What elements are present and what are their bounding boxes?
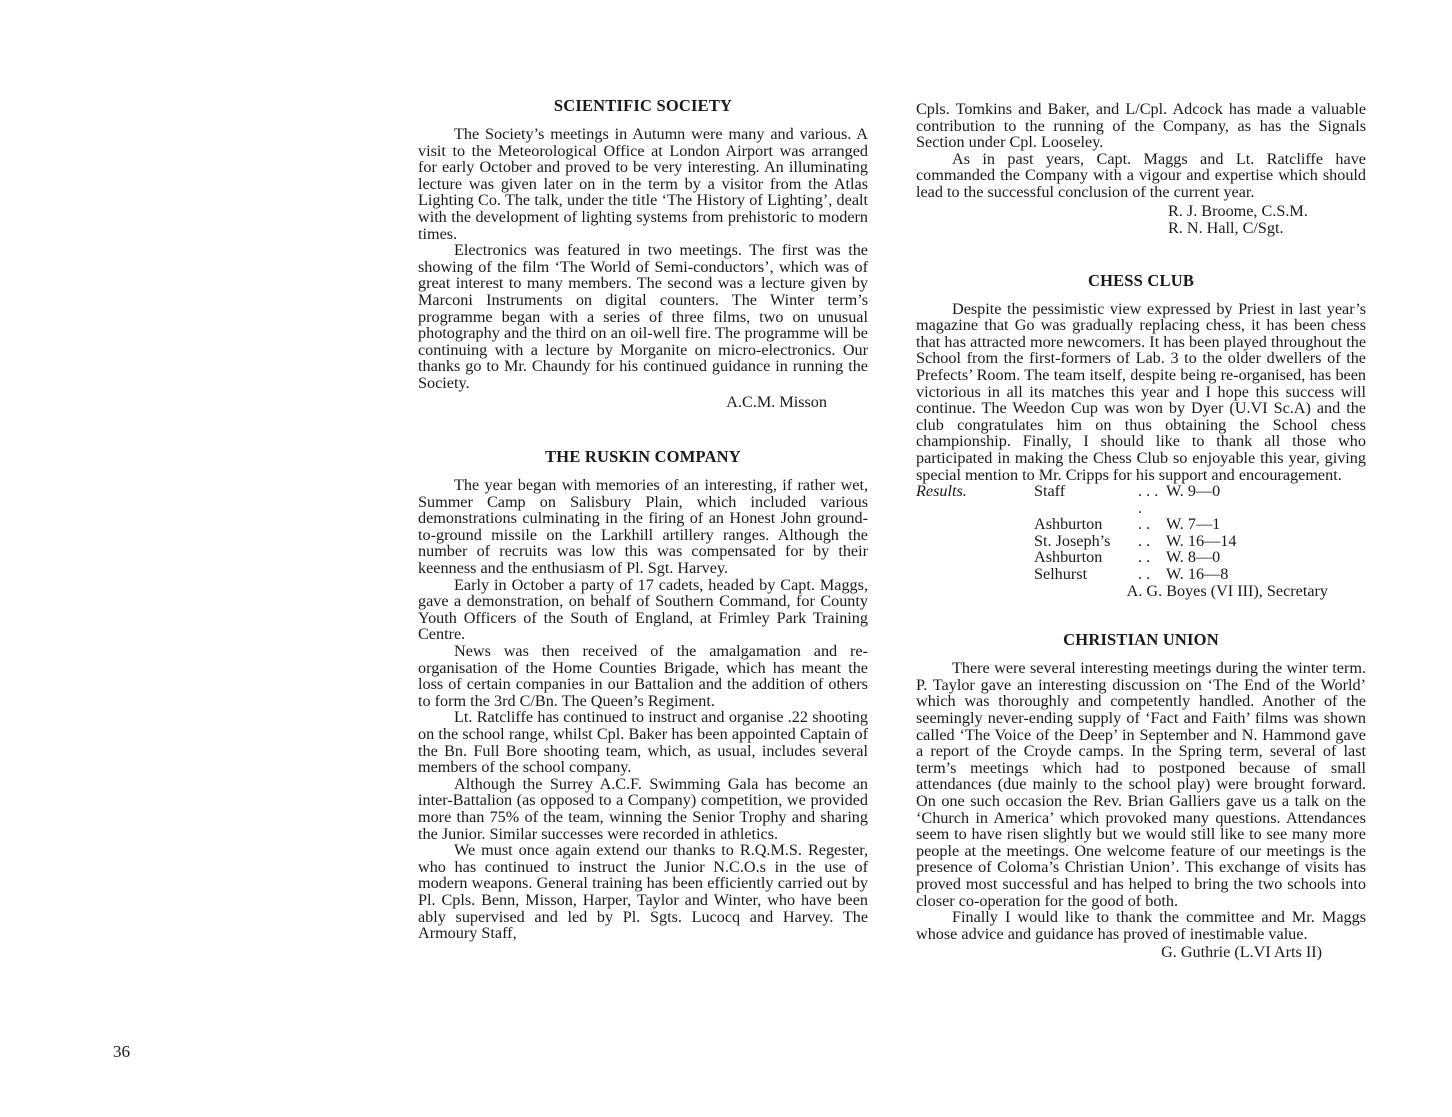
section-title: SCIENTIFIC SOCIETY — [553, 96, 733, 115]
result-opponent: Selhurst — [1034, 565, 1088, 584]
paragraph: There were several interesting meetings during the winter term. P. Taylor gave an interesting discussion on ‘The End of the World’ which was thoroughly and competently handled. Another of the seemingly never-ending supply of ‘Fact and Faith’ films was shown called ‘The Voice of the Deep’ in September and N. Hammond gave a report of the Croyde camps. In the Spring term, several of last term’s meetings which had to postponed because of small attendances (due mainly to the school play) were brought forward. On one such occasion the Rev. Brian Galliers gave us a talk on the ‘Church in America’ which provoked many questions. Attendances seem to have risen slightly but we would still like to see many more people at the meetings. One welcome feature of our meetings is the presence of Coloma’s Christian Union’. This exchange of visits has proved most successful and has helped to bring the two schools into closer co-operation for the good of both. — [916, 659, 1366, 910]
result-score: W. 9—0 — [1166, 482, 1221, 501]
result-score: W. 7—1 — [1166, 515, 1221, 534]
paragraph: We must once again extend our thanks to R.Q.M.S. Regester, who has continued to instruct the Junior N.C.O.s in the use of modern weapons. General training has been efficiently carried out by Pl. Cpls. Benn, Misson, Harper, Taylor and Winter, who have been ably supervised and led by Pl. Sgts. Lucocq and Harvey. The Armoury Staff, — [418, 841, 868, 943]
result-opponent: Staff — [1034, 482, 1066, 501]
ruskin-company-section — [418, 448, 868, 942]
right-column — [916, 101, 1366, 961]
christian-union-section — [916, 631, 1366, 961]
signature: A.C.M. Misson — [726, 392, 827, 411]
results-table — [916, 483, 1366, 583]
result-dots: . . — [1138, 548, 1151, 567]
paragraph: Cpls. Tomkins and Baker, and L/Cpl. Adcock has made a valuable contribution to the running of the Company, as has the Signals Section under Cpl. Looseley. — [916, 100, 1366, 152]
paragraph: Lt. Ratcliffe has continued to instruct and organise .22 shooting on the school range, whilst Cpl. Baker has been appointed Captain of the Bn. Full Bore shooting team, which, as usual, includes several members of the school company. — [418, 708, 868, 777]
paragraph: Early in October a party of 17 cadets, headed by Capt. Maggs, gave a demonstration, on behalf of Southern Command, for County Youth Officers of the South of England, at Frimley Park Training Centre. — [418, 575, 868, 644]
chess-club-section — [916, 272, 1366, 600]
scientific-society-section — [418, 97, 868, 410]
section-title: THE RUSKIN COMPANY — [545, 447, 741, 467]
results-label: Results. — [916, 482, 967, 501]
result-score: W. 16—14 — [1166, 531, 1237, 550]
result-opponent: Ashburton — [1034, 515, 1103, 534]
result-dots: . . — [1138, 531, 1151, 550]
paragraph: The Society’s meetings in Autumn were many and various. A visit to the Meteorological Office at London Airport was arranged for early October and proved to be very interesting. An illuminating lecture was given later on in the term by a visitor from the Atlas Lighting Co. The talk, under the title ‘The History of Lighting’, dealt with the development of lighting systems from prehistoric to modern times. — [418, 125, 868, 243]
ruskin-company-continued — [916, 101, 1366, 238]
signature-block — [916, 203, 1366, 238]
section-title: CHESS CLUB — [1087, 270, 1195, 290]
paragraph: Although the Surrey A.C.F. Swimming Gala has become an inter-Battalion (as opposed to a Company) competition, we provided more than 75% of the team, winning the Senior Trophy and sharing the Junior. Similar successes were recorded in athletics. — [418, 774, 868, 843]
page-number: 36 — [113, 1042, 130, 1061]
result-opponent: St. Joseph’s — [1034, 531, 1111, 550]
section-title: CHRISTIAN UNION — [1063, 630, 1219, 650]
result-opponent: Ashburton — [1034, 548, 1103, 567]
signature: G. Guthrie (L.VI Arts II) — [1161, 943, 1322, 962]
signature: R. J. Broome, C.S.M. — [1168, 201, 1308, 220]
paragraph: Finally I would like to thank the committee and Mr. Maggs whose advice and guidance has proved of inestimable value. — [916, 908, 1366, 943]
signature: A. G. Boyes (VI III), Secretary — [1126, 581, 1328, 600]
paragraph: The year began with memories of an interesting, if rather wet, Summer Camp on Salisbury Plain, which included various demonstrations culminating in the firing of an Honest John ground-to-ground missile on the Larkhill artillery ranges. Although the number of recruits was low this was compensated for by their keenness and the enthusiasm of Pl. Sgt. Harvey. — [418, 476, 868, 578]
result-dots: . . — [1138, 565, 1151, 584]
paragraph: Despite the pessimistic view expressed by Priest in last year’s magazine that Go was gradually replacing chess, it has been chess that has attracted more newcomers. It has been played throughout the School from the first-formers of Lab. 3 to the older dwellers of the Prefects’ Room. The team itself, despite being re-organised, has been victorious in all its matches this year and I hope this success will continue. The Weedon Cup was won by Dyer (U.VI Sc.A) and the club congratulates him on thus obtaining the School chess championship. Finally, I should like to thank all those who participated in making the Chess Club so enjoyable this year, giving special mention to Mr. Cripps for his support and encouragement. — [916, 299, 1366, 484]
paragraph: Electronics was featured in two meetings. The first was the showing of the film ‘The World of Semi-conductors’, which was of great interest to many members. The second was a lecture given by Marconi Instruments on digital counters. The Winter term’s programme began with a series of three films, two on unusual photography and the third on an oil-well fire. The programme will be continuing with a lecture by Morganite on micro-electronics. Our thanks go to Mr. Chaundy for his continued guidance in running the Society. — [418, 241, 868, 392]
result-score: W. 16—8 — [1166, 565, 1229, 584]
result-dots: . . . . — [1138, 482, 1159, 517]
signature: R. N. Hall, C/Sgt. — [1168, 219, 1284, 238]
paragraph: News was then received of the amalgamation and re-organisation of the Home Counties Brigade, which has meant the loss of certain companies in our Battalion and the addition of others to form the 3rd C/Bn. The Queen’s Regiment. — [418, 642, 868, 710]
result-score: W. 8—0 — [1166, 548, 1221, 567]
left-column — [418, 97, 868, 942]
paragraph: As in past years, Capt. Maggs and Lt. Ratcliffe have commanded the Company with a vigour and expertise which should lead to the successful conclusion of the current year. — [916, 149, 1366, 201]
result-dots: . . — [1138, 515, 1151, 534]
